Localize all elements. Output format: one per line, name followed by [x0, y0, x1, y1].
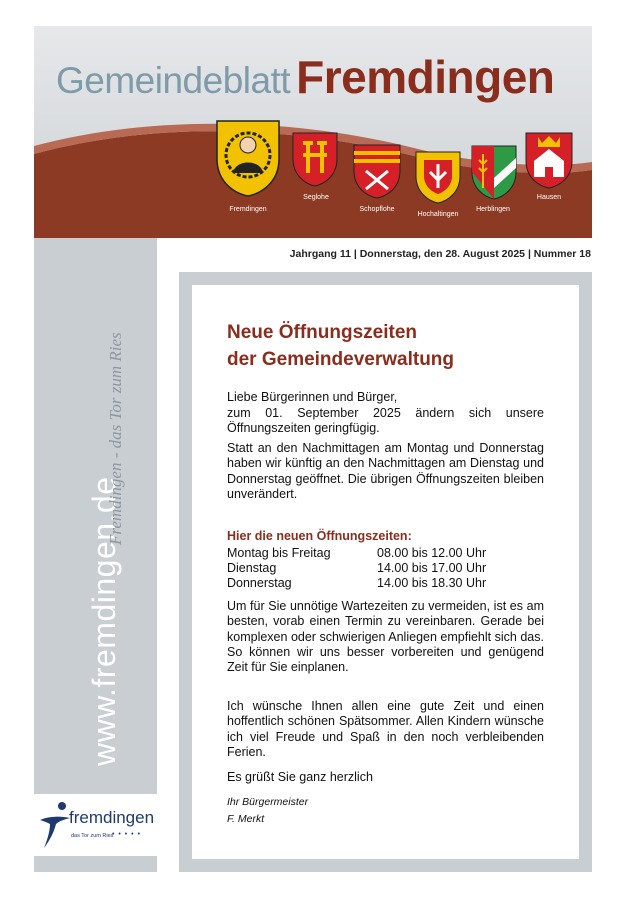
headline-line-1: Neue Öffnungszeiten [227, 322, 418, 343]
hours-time: 14.00 bis 17.00 Uhr [377, 561, 487, 575]
paragraph-3-text: Um für Sie unnötige Wartezeiten zu vermeiden, ist es am besten, vorab einen Termin zu vereinbaren. Gerade bei komplexen oder schwierigen Anliegen empfiehlt sich das. So können wir uns besser vorbereiten und genügend Zeit für Sie einplanen. [227, 599, 544, 675]
crest-label-herblingen: Herblingen [476, 206, 510, 213]
sidebar-footer-bar [34, 856, 157, 872]
crest-label-fremdingen: Fremdingen [229, 206, 267, 213]
paragraph-2 [227, 441, 544, 502]
logo-subtitle: das Tor zum Ries [71, 833, 114, 839]
crest-hochaltingen-icon [414, 150, 462, 204]
paragraph-4-text: Ich wünsche Ihnen allen eine gute Zeit und einen hoffentlich schönen Spätsommer. Allen Kindern wünsche ich viel Freude und Spaß in den noch verbleibenden Ferien. [227, 699, 544, 759]
logo-text: fremdingen [69, 808, 155, 827]
masthead-title [56, 50, 554, 104]
crest-seglohe-icon [291, 131, 339, 187]
signature-name: F. Merkt [227, 813, 265, 825]
title-fremdingen: Fremdingen [296, 51, 555, 103]
fremdingen-logo [38, 798, 153, 852]
crest-schopflohe-icon [352, 143, 402, 199]
paragraph-4 [227, 699, 544, 760]
paragraph-2-text: Statt an den Nachmittagen am Montag und Donnerstag haben wir künftig an den Nachmittagen am Dienstag und Donnerstag geöffnet. Die übrigen Öffnungszeiten bleiben unverändert. [227, 441, 544, 501]
crest-label-seglohe: Seglohe [303, 194, 329, 201]
crest-label-hochaltingen: Hochaltingen [417, 211, 459, 218]
article-headline [227, 319, 454, 373]
logo-figure-icon [38, 798, 72, 852]
masthead [34, 26, 592, 238]
paragraph-1-text: zum 01. September 2025 ändern sich unsere Öffnungszeiten geringfügig. [227, 406, 544, 436]
hours-heading: Hier die neuen Öffnungszeiten: [227, 529, 412, 543]
hours-day: Dienstag [227, 561, 277, 575]
hours-time: 08.00 bis 12.00 Uhr [377, 546, 487, 560]
paragraph-3 [227, 599, 544, 675]
website-url: www.fremdingen.de [86, 476, 122, 766]
hours-day: Donnerstag [227, 576, 292, 590]
title-gemeindeblatt: Gemeindeblatt [56, 60, 291, 101]
closing: Es grüßt Sie ganz herzlich [227, 770, 373, 784]
hours-time: 14.00 bis 18.30 Uhr [377, 576, 487, 590]
paragraph-1 [227, 406, 544, 437]
crest-herblingen-icon [470, 144, 518, 200]
crest-hausen-icon [524, 131, 574, 189]
issue-line: Jahrgang 11 | Donnerstag, den 28. August 2025 | Nummer 18 [289, 248, 591, 260]
logo-dots: • • • • • [112, 831, 142, 838]
hours-day: Montag bis Freitag [227, 546, 331, 560]
crest-fremdingen-icon [215, 119, 281, 197]
crest-label-schopflohe: Schopflohe [359, 206, 395, 213]
signature-role: Ihr Bürgermeister [227, 796, 309, 808]
hours-row [227, 561, 486, 575]
hours-row [227, 576, 486, 590]
headline-line-2: der Gemeindeverwaltung [227, 349, 455, 370]
motto: Fremdingen - das Tor zum Ries [106, 332, 125, 545]
hours-row [227, 546, 486, 560]
crest-label-hausen: Hausen [536, 194, 562, 201]
greeting: Liebe Bürgerinnen und Bürger, [227, 390, 398, 404]
